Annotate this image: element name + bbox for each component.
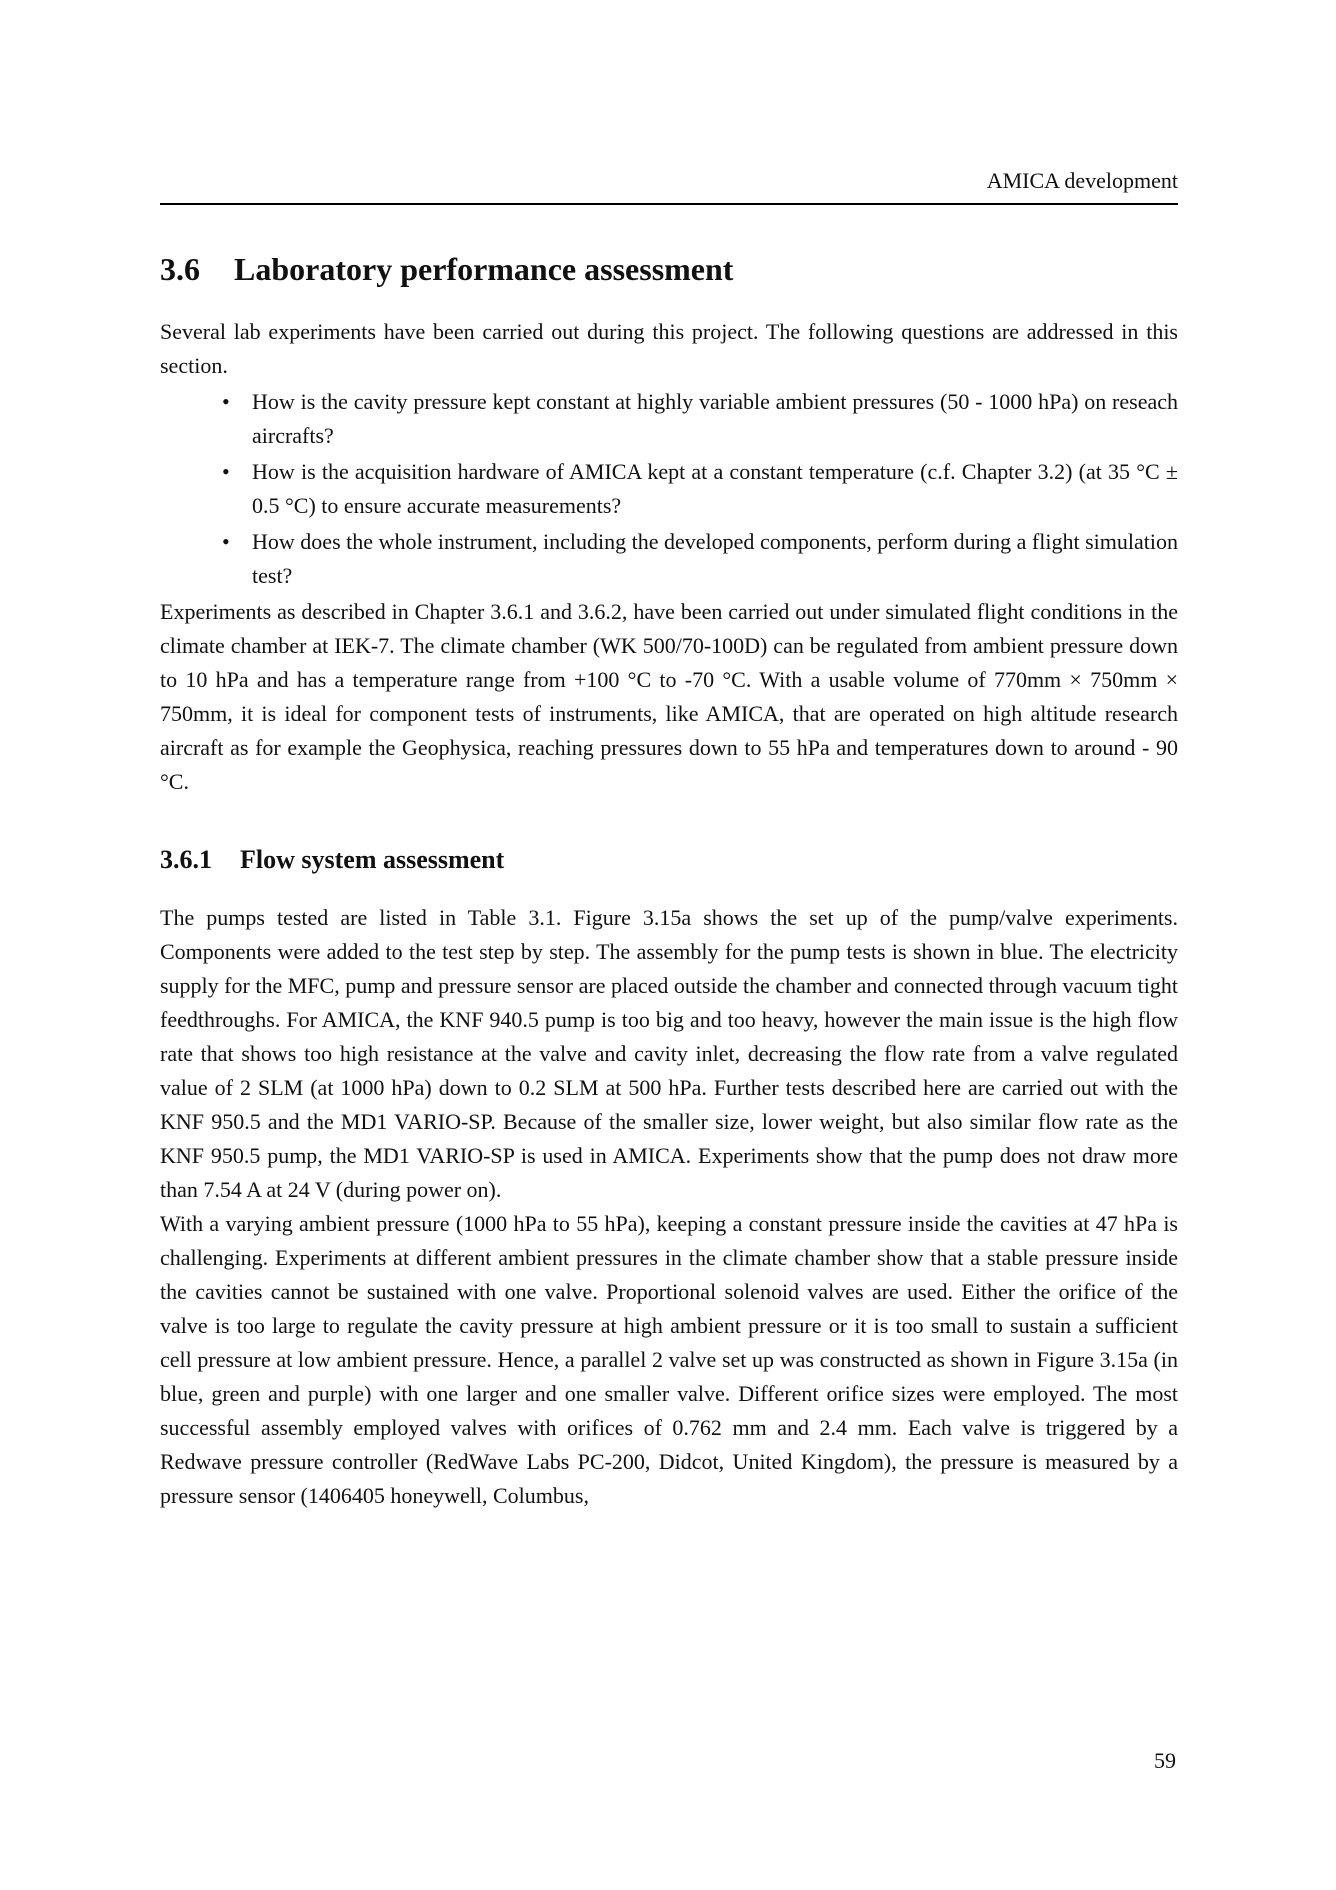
bullet-item <box>160 455 1178 523</box>
body-paragraph: The pumps tested are listed in Table 3.1. Figure 3.15a shows the set up of the pump/valve experiments. Components were added to the test step by step. The assembly for the pump tests is shown in blue. The electricity supply for the MFC, pump and pressure sensor are placed outside the chamber and connected through vacuum tight feedthroughs. For AMICA, the KNF 940.5 pump is too big and too heavy, however the main issue is the high flow rate that shows too high resistance at the valve and cavity inlet, decreasing the flow rate from a valve regulated value of 2 SLM (at 1000 hPa) down to 0.2 SLM at 500 hPa. Further tests described here are carried out with the KNF 950.5 and the MD1 VARIO-SP. Because of the smaller size, lower weight, but also similar flow rate as the KNF 950.5 pump, the MD1 VARIO-SP is used in AMICA. Experiments show that the pump does not draw more than 7.54 A at 24 V (during power on). <box>160 905 1178 1202</box>
section-title: Laboratory performance assessment <box>234 251 734 287</box>
bullet-text: How does the whole instrument, including the developed components, perform during a flight simulation test? <box>252 529 1178 588</box>
section-paragraph: Experiments as described in Chapter 3.6.1 and 3.6.2, have been carried out under simulated flight conditions in the climate chamber at IEK-7. The climate chamber (WK 500/70-100D) can be regulated from ambient pressure down to 10 hPa and has a temperature range from +100 °C to -70 °C. With a usable volume of 770mm × 750mm × 750mm, it is ideal for component tests of instruments, like AMICA, that are operated on high altitude research aircraft as for example the Geophysica, reaching pressures down to 55 hPa and temperatures down to around - 90 °C. <box>160 599 1178 794</box>
subsection-number: 3.6.1 <box>160 845 212 874</box>
subsection-title: Flow system assessment <box>240 845 505 874</box>
subsection-heading <box>160 845 1178 875</box>
section-heading <box>160 251 1178 287</box>
bullet-marker: • <box>222 459 230 484</box>
running-header-text: AMICA development <box>986 168 1178 193</box>
bullet-marker: • <box>222 389 230 414</box>
bullet-item <box>160 385 1178 453</box>
bullet-list <box>160 385 1178 593</box>
bullet-item <box>160 525 1178 593</box>
page-number: 59 <box>1154 1748 1176 1773</box>
bullet-marker: • <box>222 529 230 554</box>
section-number: 3.6 <box>160 251 200 287</box>
running-header <box>160 168 1178 205</box>
intro-paragraph: Several lab experiments have been carried out during this project. The following questions are addressed in this section. <box>160 319 1178 378</box>
bullet-text: How is the cavity pressure kept constant at highly variable ambient pressures (50 - 1000 hPa) on reseach aircrafts? <box>252 389 1178 448</box>
body-paragraph: With a varying ambient pressure (1000 hPa to 55 hPa), keeping a constant pressure inside the cavities at 47 hPa is challenging. Experiments at different ambient pressures in the climate chamber show that a stable pressure inside the cavities cannot be sustained with one valve. Proportional solenoid valves are used. Either the orifice of the valve is too large to regulate the cavity pressure at high ambient pressure or it is too small to sustain a sufficient cell pressure at low ambient pressure. Hence, a parallel 2 valve set up was constructed as shown in Figure 3.15a (in blue, green and purple) with one larger and one smaller valve. Different orifice sizes were employed. The most successful assembly employed valves with orifices of 0.762 mm and 2.4 mm. Each valve is triggered by a Redwave pressure controller (RedWave Labs PC-200, Didcot, United Kingdom), the pressure is measured by a pressure sensor (1406405 honeywell, Columbus, <box>160 1211 1178 1508</box>
bullet-text: How is the acquisition hardware of AMICA kept at a constant temperature (c.f. Chapter 3.2) (at 35 °C ± 0.5 °C) to ensure accurate measurements? <box>252 459 1178 518</box>
